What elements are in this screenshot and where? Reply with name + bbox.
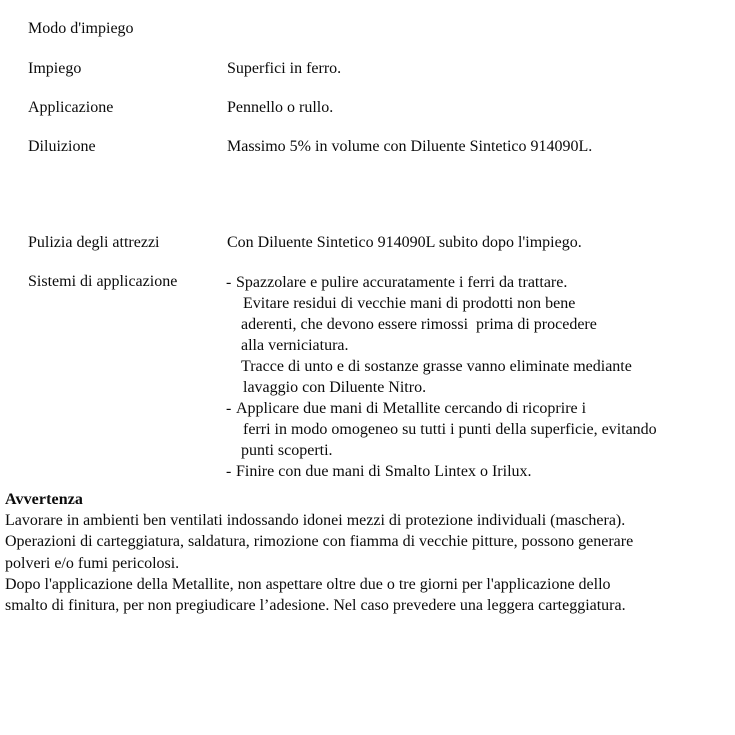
warning-heading: Avvertenza xyxy=(5,491,83,508)
warning-line: polveri e/o fumi pericolosi. xyxy=(5,554,180,572)
spec-label-impiego: Impiego xyxy=(28,60,82,77)
spec-value-diluizione: Massimo 5% in volume con Diluente Sintetico 914090L. xyxy=(227,138,593,155)
bullet-marker-icon: - xyxy=(226,463,232,480)
spec-label-pulizia-attrezzi: Pulizia degli attrezzi xyxy=(28,234,160,251)
application-systems-list xyxy=(226,272,726,482)
list-item-line: Applicare due mani di Metallite cercando di ricoprire i xyxy=(236,400,587,417)
spec-label-sistemi-applicazione: Sistemi di applicazione xyxy=(28,273,178,290)
warning-section xyxy=(5,489,731,616)
list-item xyxy=(226,272,726,398)
spec-label-applicazione: Applicazione xyxy=(28,99,114,116)
warning-line: smalto di finitura, per non pregiudicare l’adesione. Nel caso prevedere una leggera carteggiatura. xyxy=(5,597,626,615)
warning-line: Dopo l'applicazione della Metallite, non aspettare oltre due o tre giorni per l'applicazione dello xyxy=(5,575,611,593)
list-item-line: ferri in modo omogeneo su tutti i punti della superficie, evitando xyxy=(243,421,657,438)
list-item-line: Finire con due mani di Smalto Lintex o Irilux. xyxy=(236,463,532,480)
list-item-line: Spazzolare e pulire accuratamente i ferri da trattare. xyxy=(236,274,568,291)
list-item-line: Tracce di unto e di sostanze grasse vanno eliminate mediante xyxy=(241,358,632,375)
bullet-marker-icon: - xyxy=(226,400,232,417)
list-item xyxy=(226,461,726,482)
spec-value-pulizia-attrezzi: Con Diluente Sintetico 914090L subito dopo l'impiego. xyxy=(227,234,582,251)
spec-value-applicazione: Pennello o rullo. xyxy=(227,99,334,116)
section-heading-modo-impiego: Modo d'impiego xyxy=(28,20,134,37)
warning-line: Lavorare in ambienti ben ventilati indossando idonei mezzi di protezione individuali (maschera). xyxy=(5,512,626,530)
list-item xyxy=(226,398,726,461)
list-item-line: lavaggio con Diluente Nitro. xyxy=(243,379,427,396)
list-item-line: punti scoperti. xyxy=(241,442,333,459)
list-item-line: aderenti, che devono essere rimossi prima di procedere xyxy=(241,316,597,333)
list-item-line: alla verniciatura. xyxy=(241,337,349,354)
spec-value-impiego: Superfici in ferro. xyxy=(227,60,342,77)
spec-label-diluizione: Diluizione xyxy=(28,138,96,155)
list-item-line: Evitare residui di vecchie mani di prodotti non bene xyxy=(243,295,576,312)
bullet-marker-icon: - xyxy=(226,274,232,291)
warning-line: Operazioni di carteggiatura, saldatura, rimozione con fiamma di vecchie pitture, possono generare xyxy=(5,533,634,551)
